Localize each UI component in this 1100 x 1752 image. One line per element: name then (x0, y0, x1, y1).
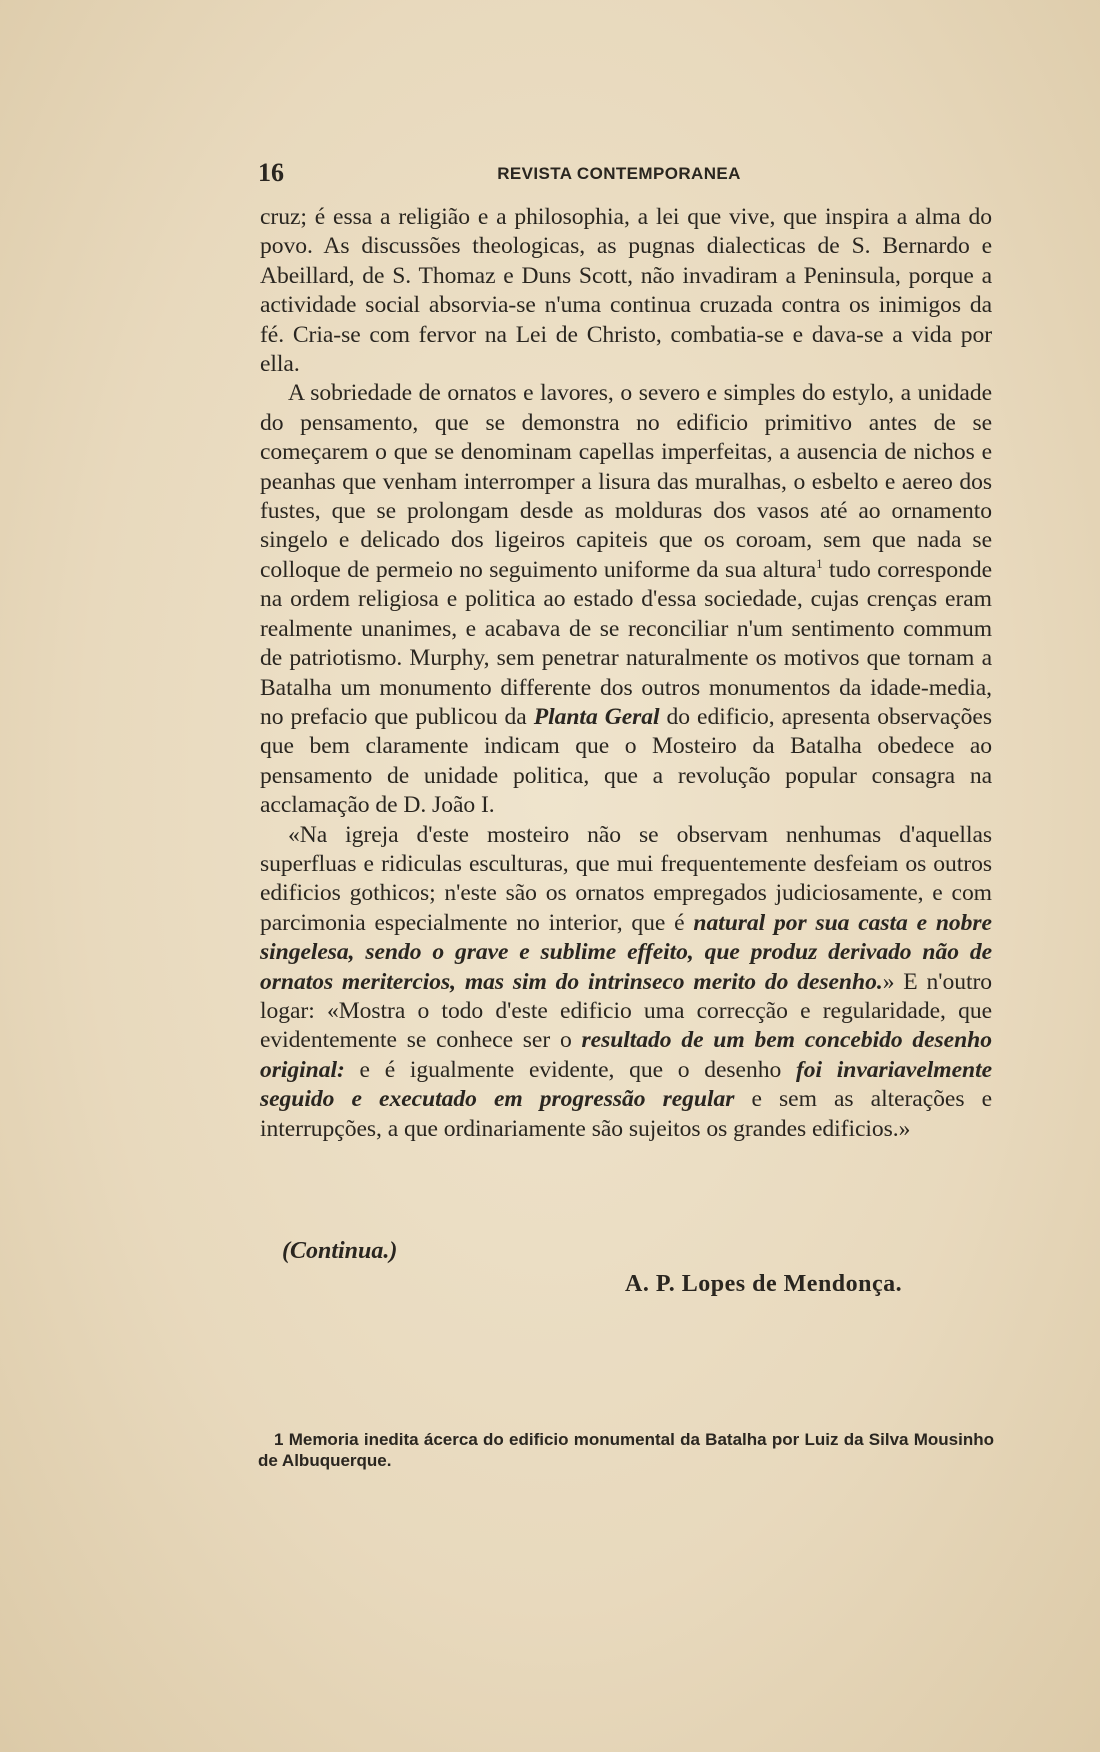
page-header (258, 158, 980, 188)
running-title: REVISTA CONTEMPORANEA (497, 164, 741, 183)
continua-note: (Continua.) (282, 1238, 398, 1264)
paragraph-3-text-b: » E n'outro logar: «Mostra o todo d'este edificio uma correcção e regularidade, que evidentemente se conhece ser o (260, 968, 993, 1054)
paragraph-1: cruz; é essa a religião e a philosophia, a lei que vive, que inspira a alma do povo. As discussões theologicas, as pugnas dialecticas de S. Bernardo e Abeillard, de S. Thomaz e Duns Scott, não invadiram a Peninsula, porque a actividade social absorvia-se n'uma continua cruzada contra os inimigos da fé. Cria-se com fervor na Lei de Christo, combatia-se e dava-se a vida por ella. (260, 204, 992, 378)
paragraph-3-italic-3: foi invariavelmente seguido e executado em progressão regular (260, 1056, 992, 1113)
paragraph-3-italic-2: resultado de um bem concebido desenho original: (260, 1027, 992, 1083)
footnote (258, 1429, 994, 1471)
footnote-text: 1 Memoria inedita ácerca do edificio monumental da Batalha por Luiz da Silva Mousinho de Albuquerque. (258, 1430, 994, 1470)
paragraph-2-text-b: tudo corresponde na ordem religiosa e politica ao estado d'essa sociedade, cujas crenças eram realmente unanimes, e acabava de se reconciliar n'um sentimento commum de patriotismo. Murphy, sem penetrar naturalmente os motivos que tornam a Batalha um monumento differente dos outros monumentos da idade-media, no prefacio que publicou da (260, 556, 992, 730)
body-text (260, 203, 992, 1144)
paragraph-3-text-a: «Na igreja d'este mosteiro não se observam nenhumas d'aquellas superfluas e ridiculas esculturas, que mui frequentemente desfeiam os outros edificios gothicos; n'este são os ornatos empregados judiciosamente, e com parcimonia especialmente no interior, que é (260, 821, 992, 936)
planta-geral-title: Planta Geral (533, 703, 660, 730)
paragraph-2 (260, 379, 992, 820)
paragraph-3-quote (260, 821, 992, 1144)
paragraph-3-italic-1: natural por sua casta e nobre singelesa, sendo o grave e sublime effeito, que produz derivado não de ornatos meritercios, mas sim do intrinseco merito do desenho. (260, 909, 992, 995)
author-signature: A. P. Lopes de Mendonça. (625, 1271, 903, 1297)
page-number: 16 (258, 158, 284, 187)
paragraph-3-text-d: e sem as alterações e interrupções, a que ordinariamente são sujeitos os grandes edificios.» (260, 1086, 992, 1142)
paragraph-3-text-c: e é igualmente evidente, que o desenho (344, 1056, 796, 1083)
paragraph-2-text-c: do edificio, apresenta observações que bem claramente indicam que o Mosteiro da Batalha obedece ao pensamento de unidade politica, que a revolução popular consagra na acclamação de D. João I. (260, 703, 992, 819)
paragraph-2-text-a: A sobriedade de ornatos e lavores, o severo e simples do estylo, a unidade do pensamento, que se demonstra no edificio primitivo antes de se começarem o que se denominam capellas imperfeitas, a ausencia de nichos e peanhas que venham interromper a lisura das muralhas, o esbelto e aereo dos fustes, que se prolongam desde as molduras dos vasos até ao ornamento singelo e delicado dos ligeiros capiteis que os coroam, sem que nada se colloque de permeio no seguimento uniforme da sua altura (260, 380, 992, 583)
footnote-reference: 1 (816, 556, 823, 572)
